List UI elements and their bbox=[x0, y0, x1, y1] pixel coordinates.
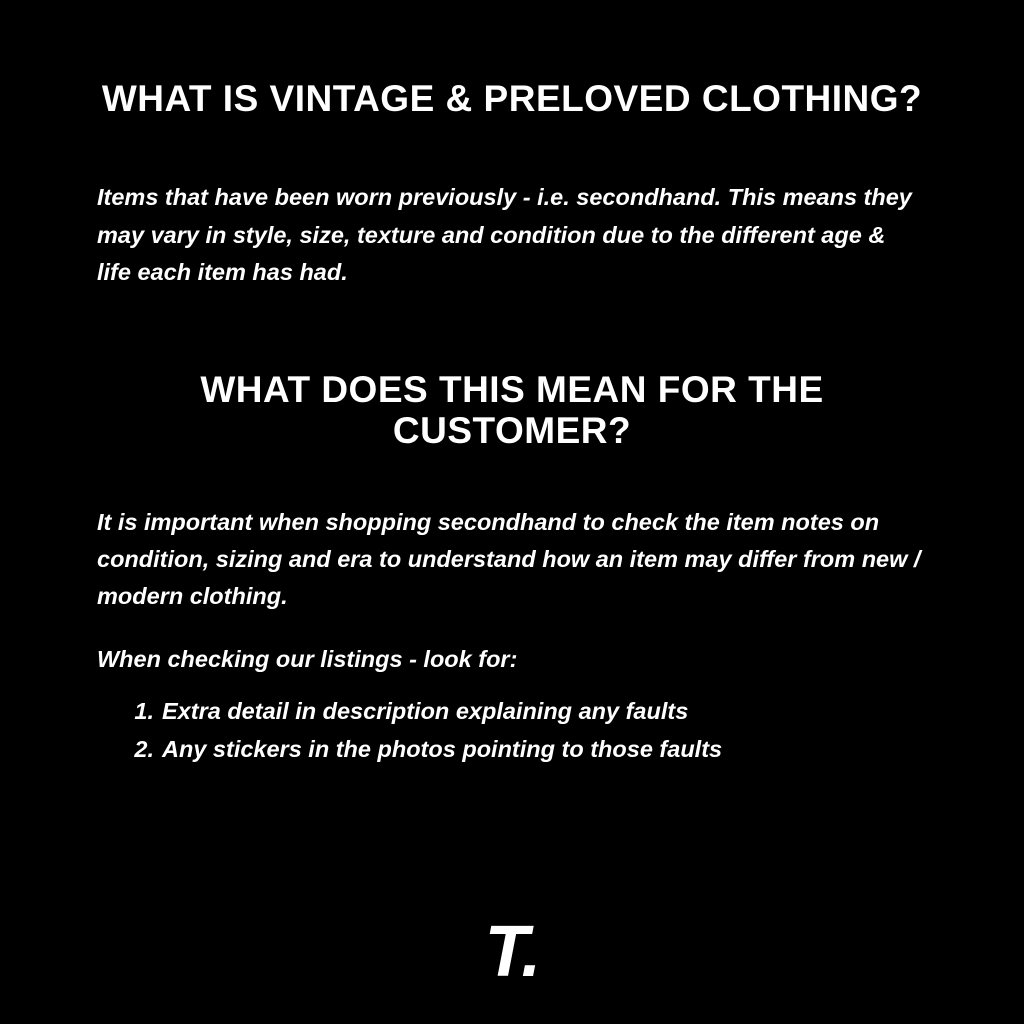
list-item-label: Extra detail in description explaining any faults bbox=[162, 698, 689, 725]
section-two-heading-block bbox=[0, 291, 1024, 452]
list-item-number: 1. bbox=[134, 698, 154, 725]
page-title: WHAT IS VINTAGE & PRELOVED CLOTHING? bbox=[101, 78, 923, 119]
look-for-intro: When checking our listings - look for: bbox=[97, 646, 518, 673]
customer-paragraph-block bbox=[0, 452, 1024, 615]
look-for-list bbox=[0, 678, 1024, 768]
look-for-block bbox=[0, 615, 1024, 678]
section-heading-customer: WHAT DOES THIS MEAN FOR THE CUSTOMER? bbox=[200, 368, 824, 452]
list-item-number: 2. bbox=[134, 736, 154, 763]
list-item-label: Any stickers in the photos pointing to those faults bbox=[162, 736, 723, 763]
customer-paragraph: It is important when shopping secondhand to check the item notes on condition, sizing and era to understand how an item may differ from new / modern clothing. bbox=[97, 508, 921, 609]
intro-paragraph-block bbox=[0, 119, 1024, 290]
brand-logo bbox=[0, 912, 1024, 993]
list-item bbox=[134, 730, 1024, 768]
list-item bbox=[134, 692, 1024, 730]
logo-text: T. bbox=[484, 912, 540, 993]
intro-paragraph: Items that have been worn previously - i.e. secondhand. This means they may vary in style, size, texture and condition due to the different age & life each item has had. bbox=[97, 184, 912, 285]
